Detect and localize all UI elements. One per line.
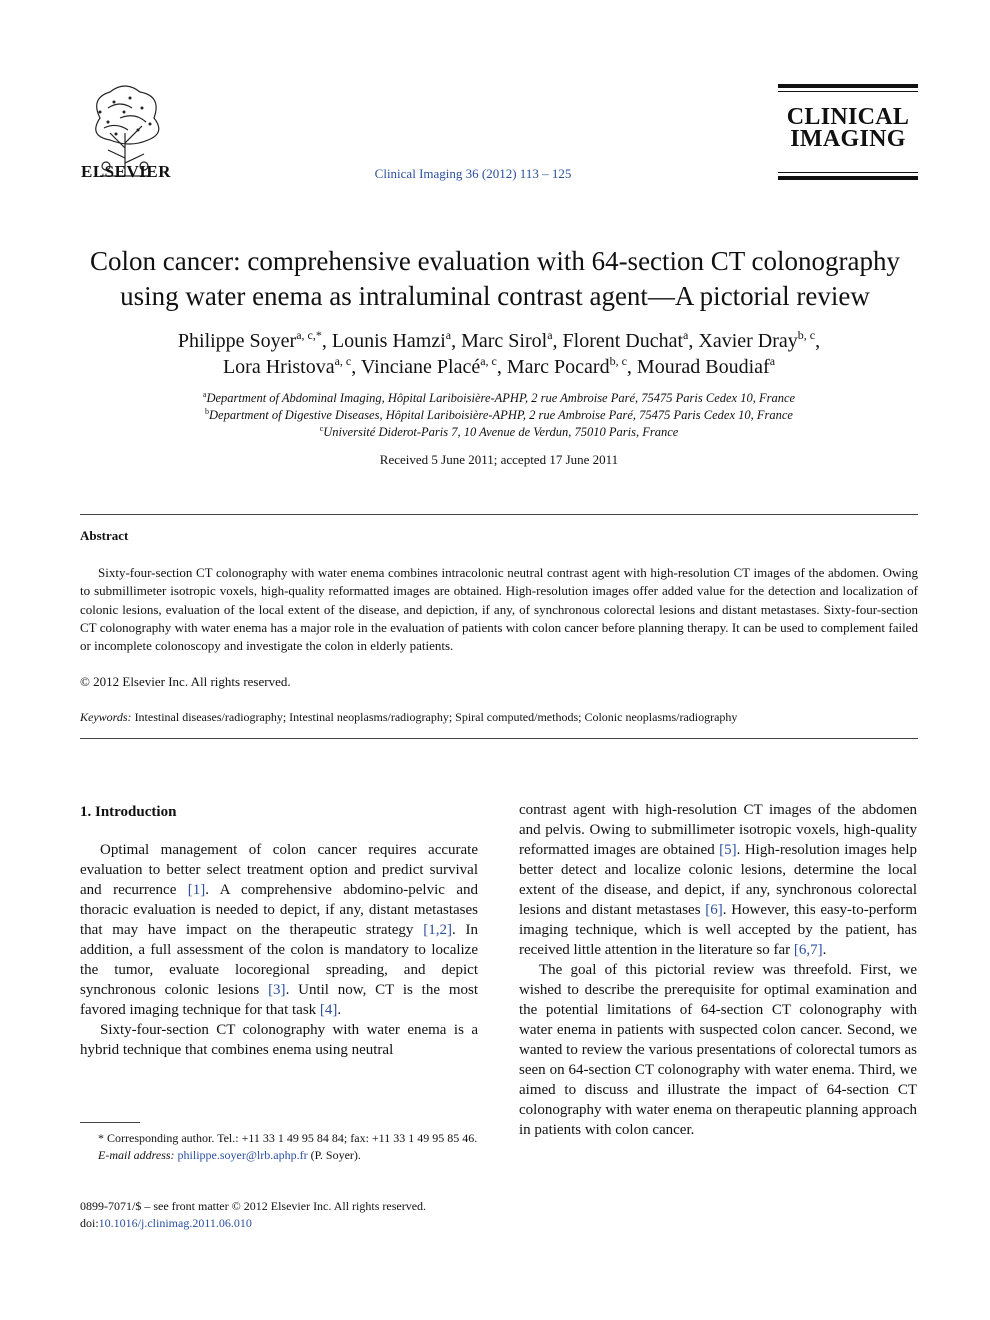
issn-line: 0899-7071/$ – see front matter © 2012 Elsevier Inc. All rights reserved. <box>80 1199 427 1213</box>
affiliation-line <box>80 407 918 424</box>
citation-link[interactable]: [1,2] <box>423 922 452 938</box>
email-suffix: (P. Soyer). <box>307 1148 361 1162</box>
doi-line: doi:10.1016/j.clinimag.2011.06.010 <box>80 1216 252 1230</box>
email-label: E-mail address: <box>98 1148 175 1162</box>
footnote-rule <box>80 1122 140 1123</box>
author-name: Marc Pocard <box>506 356 610 378</box>
citation-link[interactable]: [1] <box>187 882 206 898</box>
affiliation-mark: a <box>202 390 207 399</box>
abstract-heading: Abstract <box>80 528 129 543</box>
paragraph-text: . In addition, a full assessment of the colon is mandatory to localize the tumor, evaluate locoregional spreading, and depict synchronous colonic lesions <box>80 922 479 998</box>
citation-link[interactable]: [5] <box>719 842 737 858</box>
author-affiliation-mark: b, c <box>609 354 627 368</box>
affiliation-text: Université Diderot-Paris 7, 10 Avenue de Verdun, 75010 Paris, France <box>323 425 679 439</box>
journal-logo-text: CLINICAL IMAGING <box>786 104 910 152</box>
footnote <box>80 1130 478 1164</box>
left-column <box>80 800 478 1060</box>
paragraph <box>80 1020 478 1060</box>
author-name: Lora Hristova <box>222 356 335 378</box>
affiliation-text: Department of Abdominal Imaging, Hôpital Lariboisière-APHP, 2 rue Ambroise Paré, 75475 Paris Cedex 10, France <box>206 391 796 405</box>
keywords-label: Keywords: <box>80 710 132 724</box>
author-affiliation-mark: b, c <box>797 328 816 342</box>
author-name: Philippe Soyer <box>177 330 297 352</box>
affiliation-line <box>80 390 918 407</box>
author-separator: , <box>496 356 507 378</box>
section-heading-introduction: 1. Introduction <box>80 804 177 820</box>
email-link[interactable]: philippe.soyer@lrb.aphp.fr <box>177 1148 308 1162</box>
abstract-copyright: © 2012 Elsevier Inc. All rights reserved. <box>80 674 291 689</box>
citation-link[interactable]: [3] <box>268 982 286 998</box>
keywords <box>80 710 918 725</box>
keywords-list: Intestinal diseases/radiography; Intestinal neoplasms/radiography; Spiral computed/methods; Colonic neoplasms/radiography <box>134 710 738 724</box>
journal-logo <box>778 84 918 180</box>
author-separator: , <box>552 330 563 352</box>
author-name: Mourad Boudiaf <box>636 356 770 378</box>
divider <box>80 738 918 739</box>
paragraph-text: Sixty-four-section CT colonography with water enema is a hybrid technique that combines enema using neutral <box>80 1022 478 1058</box>
abstract-text: Sixty-four-section CT colonography with water enema combines intracolonic neutral contrast agent with high-resolution CT images of the abdomen. Owing to submillimeter isotropic voxels, high-quality reformatted images are obtained. High-resolution images offer added value for the detection and localization of colonic lesions, evaluation of the local extent of the disease, and depiction, if any, of synchronous colorectal lesions and distant metastases. Sixty-four-section CT colonography with water enema has a major role in the evaluation of patients with colon cancer before planning therapy. It can be used to complement failed or incomplete colonoscopy and investigate the colon in elderly patients. <box>80 565 918 654</box>
author-name: Vinciane Placé <box>360 356 481 378</box>
affiliation-mark: c <box>319 424 324 433</box>
issn-doi <box>80 1198 500 1232</box>
paragraph-text: . Until now, CT is the most favored imaging technique for that task <box>80 982 478 1018</box>
paragraph-text: . <box>822 942 827 958</box>
paragraph <box>519 960 917 1140</box>
author-affiliation-mark: a <box>683 328 689 342</box>
author-affiliation-mark: a <box>769 354 776 368</box>
citation-link[interactable]: [4] <box>319 1002 338 1018</box>
paragraph <box>80 840 478 1020</box>
paragraph-text: . High-resolution images help better detect and localize colonic lesions, determine the local extent of the disease, and depict, if any, synchronous colorectal lesions and distant metastases <box>519 842 917 918</box>
right-column <box>519 800 917 1140</box>
author-affiliation-mark: a <box>547 328 553 342</box>
affiliations <box>80 390 918 441</box>
corresponding-author-note: * Corresponding author. Tel.: +11 33 1 49 95 84 84; fax: +11 33 1 49 95 85 46. <box>98 1131 478 1145</box>
author-separator: , <box>321 330 332 352</box>
citation-link[interactable]: [6,7] <box>793 942 823 958</box>
author-name: Florent Duchat <box>562 330 684 352</box>
paragraph-text: contrast agent with high-resolution CT images of the abdomen and pelvis. Owing to submillimeter isotropic voxels, high-quality reformatted images are obtained <box>519 802 917 858</box>
paragraph-text: . <box>337 1002 342 1018</box>
doi-link[interactable]: 10.1016/j.clinimag.2011.06.010 <box>98 1216 252 1230</box>
paragraph-text: The goal of this pictorial review was threefold. First, we wished to describe the prerequisite for optimal examination and the potential limitations of 64-section CT colonography with water enema in patients with suspected colon cancer. Second, we wanted to review the various presentations of colorectal tumors as seen on 64-section CT colonography with water enema. Third, we aimed to discuss and illustrate the impact of 64-section CT colonography with water enema on therapeutic planning approach in patients with colon cancer. <box>519 962 917 1138</box>
paragraph-text: Optimal management of colon cancer requires accurate evaluation to better select treatment option and predict survival and recurrence <box>80 842 478 898</box>
elsevier-wordmark: ELSEVIER <box>81 162 171 181</box>
affiliation-line <box>80 424 918 441</box>
journal-citation-link[interactable]: Clinical Imaging 36 (2012) 113 – 125 <box>374 166 572 181</box>
citation-link[interactable]: [6] <box>705 902 723 918</box>
author-name: Xavier Dray <box>698 330 798 352</box>
author-separator: , <box>626 356 637 378</box>
author-affiliation-mark: a, c,* <box>296 328 322 342</box>
author-separator: , <box>815 330 821 352</box>
email-line <box>80 1147 478 1164</box>
author-affiliation-mark: a, c <box>334 354 352 368</box>
divider <box>80 514 918 515</box>
affiliation-mark: b <box>205 407 210 416</box>
author-affiliation-mark: a, c <box>480 354 497 368</box>
article-title: Colon cancer: comprehensive evaluation with 64-section CT colonography using water enema as intraluminal contrast agent—A pictorial review <box>89 246 901 311</box>
author-separator: , <box>351 356 361 378</box>
author-list <box>80 328 918 380</box>
affiliation-text: Department of Digestive Diseases, Hôpital Lariboisière-APHP, 2 rue Ambroise Paré, 75475 Paris Cedex 10, France <box>209 408 793 422</box>
author-name: Marc Sirol <box>461 330 548 352</box>
received-dates: Received 5 June 2011; accepted 17 June 2011 <box>379 452 619 467</box>
author-affiliation-mark: a <box>445 328 452 342</box>
paragraph-text: . However, this easy-to-perform imaging technique, which is well accepted by the patient, has received little attention in the literature so far <box>519 902 918 958</box>
author-separator: , <box>688 330 699 352</box>
paragraph-text: . A comprehensive abdomino-pelvic and thoracic evaluation is needed to depict, if any, distant metastases that may have impact on the therapeutic strategy <box>80 882 478 938</box>
author-name: Lounis Hamzi <box>331 330 446 352</box>
paragraph <box>519 800 917 960</box>
author-separator: , <box>451 330 462 352</box>
